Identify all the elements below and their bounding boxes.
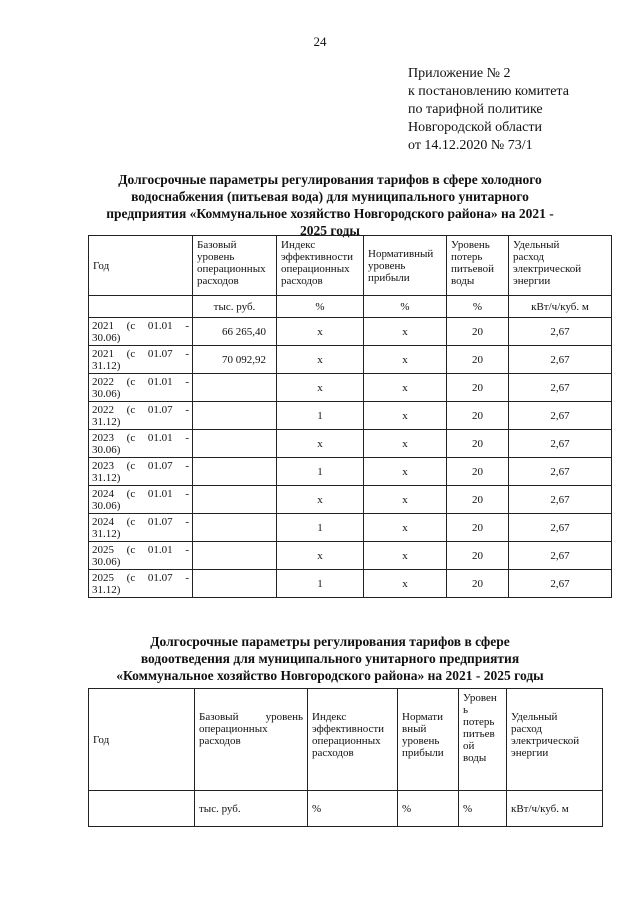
cell-water-losses: 20 xyxy=(447,514,509,542)
appendix-line: Приложение № 2 xyxy=(408,66,511,81)
unit-cell: кВт/ч/куб. м xyxy=(509,296,612,318)
unit-cell: % xyxy=(277,296,364,318)
header-text: расход xyxy=(513,251,544,263)
cell-year xyxy=(89,514,193,542)
header-text: прибыли xyxy=(368,271,410,284)
header-year: Год xyxy=(89,236,193,296)
header-text: воды xyxy=(463,752,487,764)
cell-water-losses: 20 xyxy=(447,374,509,402)
cell-energy-use: 2,67 xyxy=(509,542,612,570)
cell-profit-level: x xyxy=(364,570,447,598)
cell-year xyxy=(89,570,193,598)
cell-base-cost xyxy=(193,486,277,514)
unit-cell: % xyxy=(459,791,507,827)
cell-profit-level: x xyxy=(364,458,447,486)
cell-energy-use: 2,67 xyxy=(509,346,612,374)
unit-cell: % xyxy=(364,296,447,318)
table-row xyxy=(89,374,612,402)
header-energy-use xyxy=(509,236,612,296)
header-text: расход xyxy=(511,723,542,735)
cell-efficiency-index: x xyxy=(277,486,364,514)
cell-energy-use: 2,67 xyxy=(509,318,612,346)
header-text: воды xyxy=(451,275,475,287)
cell-energy-use: 2,67 xyxy=(509,458,612,486)
table-row xyxy=(89,570,612,598)
header-text: ой xyxy=(463,740,475,752)
year-range-end: 30.06) xyxy=(92,387,121,400)
cell-base-cost xyxy=(193,430,277,458)
cell-energy-use: 2,67 xyxy=(509,514,612,542)
cell-base-cost xyxy=(193,570,277,598)
header-text: Удельный xyxy=(511,711,558,723)
header-text: уровень xyxy=(368,259,406,272)
header-text: прибыли xyxy=(402,747,444,759)
header-text: питьев xyxy=(463,728,495,740)
cell-water-losses: 20 xyxy=(447,430,509,458)
cell-year xyxy=(89,430,193,458)
unit-cell: % xyxy=(398,791,459,827)
cell-water-losses: 20 xyxy=(447,458,509,486)
section2-title xyxy=(60,633,600,684)
section2-title-line: водоотведения для муниципального унитарного предприятия xyxy=(140,651,520,666)
cell-year xyxy=(89,318,193,346)
table-row xyxy=(89,514,612,542)
cell-efficiency-index: x xyxy=(277,374,364,402)
table-row xyxy=(89,346,612,374)
cell-profit-level: x xyxy=(364,346,447,374)
cell-water-losses: 20 xyxy=(447,402,509,430)
unit-cell: тыс. руб. xyxy=(193,296,277,318)
year-range: 2022 (с 01.01 - xyxy=(92,375,189,388)
header-text: операционных xyxy=(199,723,268,735)
year-range-end: 31.12) xyxy=(92,359,121,372)
header-efficiency-index xyxy=(308,689,398,791)
appendix-line: от 14.12.2020 № 73/1 xyxy=(408,138,533,153)
header-text: потерь xyxy=(451,251,483,263)
header-text: Уровен xyxy=(463,692,497,704)
appendix-line: Новгородской области xyxy=(408,120,542,135)
header-text: уровень xyxy=(197,251,235,263)
cell-year xyxy=(89,486,193,514)
cell-year xyxy=(89,542,193,570)
header-text: энергии xyxy=(511,747,549,759)
cell-water-losses: 20 xyxy=(447,486,509,514)
header-text: потерь xyxy=(463,716,495,728)
cell-efficiency-index: 1 xyxy=(277,458,364,486)
header-year: Год xyxy=(89,689,195,791)
wastewater-table xyxy=(88,688,603,827)
year-range: 2022 (с 01.07 - xyxy=(92,403,189,416)
header-text: ь xyxy=(463,704,469,716)
cell-energy-use: 2,67 xyxy=(509,486,612,514)
header-text: Базовый уровень xyxy=(199,711,303,723)
table-row xyxy=(89,486,612,514)
cell-base-cost: 66 265,40 xyxy=(193,318,277,346)
header-text: питьевой xyxy=(451,263,494,275)
cell-water-losses: 20 xyxy=(447,318,509,346)
unit-cell: тыс. руб. xyxy=(195,791,308,827)
header-text: электрической xyxy=(513,263,582,275)
header-text: Индекс xyxy=(281,239,316,251)
header-water-losses xyxy=(447,236,509,296)
header-text: Индекс xyxy=(312,711,347,723)
cell-year xyxy=(89,374,193,402)
cell-efficiency-index: 1 xyxy=(277,514,364,542)
cell-base-cost: 70 092,92 xyxy=(193,346,277,374)
unit-cell: % xyxy=(308,791,398,827)
section1-title-line: Долгосрочные параметры регулирования тарифов в сфере холодного xyxy=(118,172,542,187)
header-profit-level xyxy=(364,236,447,296)
header-base-cost xyxy=(195,689,308,791)
year-range: 2024 (с 01.01 - xyxy=(92,487,189,500)
year-range-end: 31.12) xyxy=(92,583,121,596)
header-profit-level xyxy=(398,689,459,791)
appendix-block xyxy=(408,65,569,155)
units-row xyxy=(89,791,603,827)
header-text: операционных xyxy=(197,263,266,275)
page-number: 24 xyxy=(313,34,327,49)
header-text: эффективности xyxy=(312,723,385,735)
unit-cell: кВт/ч/куб. м xyxy=(507,791,603,827)
water-supply-table xyxy=(88,235,612,598)
cell-water-losses: 20 xyxy=(447,542,509,570)
cell-profit-level: x xyxy=(364,318,447,346)
unit-cell xyxy=(89,791,195,827)
year-range-end: 30.06) xyxy=(92,443,121,456)
cell-base-cost xyxy=(193,374,277,402)
cell-profit-level: x xyxy=(364,430,447,458)
section2-title-line: Долгосрочные параметры регулирования тарифов в сфере xyxy=(150,634,510,649)
header-text: Базовый xyxy=(197,239,237,251)
year-range: 2025 (с 01.01 - xyxy=(92,543,189,556)
cell-efficiency-index: x xyxy=(277,430,364,458)
header-base-cost xyxy=(193,236,277,296)
cell-year xyxy=(89,402,193,430)
year-range: 2021 (с 01.01 - xyxy=(92,319,189,332)
header-text: Нормати xyxy=(402,711,443,723)
table-header-row xyxy=(89,236,612,296)
cell-energy-use: 2,67 xyxy=(509,374,612,402)
year-range-end: 31.12) xyxy=(92,415,121,428)
cell-efficiency-index: 1 xyxy=(277,402,364,430)
header-text: Удельный xyxy=(513,239,560,251)
year-range: 2024 (с 01.07 - xyxy=(92,515,189,528)
section1-title xyxy=(60,171,600,239)
year-range: 2023 (с 01.07 - xyxy=(92,459,189,472)
section1-title-line: 2025 годы xyxy=(300,223,360,238)
cell-efficiency-index: x xyxy=(277,542,364,570)
year-range: 2021 (с 01.07 - xyxy=(92,347,189,360)
year-range-end: 31.12) xyxy=(92,471,121,484)
year-range: 2025 (с 01.07 - xyxy=(92,571,189,584)
cell-efficiency-index: x xyxy=(277,318,364,346)
header-text: вный xyxy=(402,723,427,735)
header-text: Уровень xyxy=(451,239,490,251)
header-text: уровень xyxy=(402,735,440,747)
cell-energy-use: 2,67 xyxy=(509,570,612,598)
unit-cell: % xyxy=(447,296,509,318)
header-energy-use xyxy=(507,689,603,791)
table-row xyxy=(89,318,612,346)
cell-profit-level: x xyxy=(364,402,447,430)
cell-year xyxy=(89,458,193,486)
table-row xyxy=(89,402,612,430)
units-row xyxy=(89,296,612,318)
section1-title-line: водоснабжения (питьевая вода) для муниципального унитарного xyxy=(131,189,529,204)
year-range-end: 30.06) xyxy=(92,499,121,512)
table-header-row xyxy=(89,689,603,791)
cell-profit-level: x xyxy=(364,374,447,402)
section2-title-line: «Коммунальное хозяйство Новгородского района» на 2021 - 2025 годы xyxy=(116,668,544,683)
cell-energy-use: 2,67 xyxy=(509,430,612,458)
cell-base-cost xyxy=(193,458,277,486)
year-range-end: 30.06) xyxy=(92,555,121,568)
header-text: расходов xyxy=(199,735,241,747)
table-body xyxy=(89,318,612,598)
header-text: операционных xyxy=(312,735,381,747)
header-text: расходов xyxy=(312,747,354,759)
cell-base-cost xyxy=(193,514,277,542)
cell-year xyxy=(89,346,193,374)
table-row xyxy=(89,458,612,486)
cell-water-losses: 20 xyxy=(447,346,509,374)
section1-title-line: предприятия «Коммунальное хозяйство Новгородского района» на 2021 - xyxy=(106,206,554,221)
cell-profit-level: x xyxy=(364,542,447,570)
header-water-losses xyxy=(459,689,507,791)
header-text: Нормативный xyxy=(368,247,434,260)
header-text: энергии xyxy=(513,275,551,287)
year-range: 2023 (с 01.01 - xyxy=(92,431,189,444)
header-text: расходов xyxy=(197,275,239,287)
year-range-end: 31.12) xyxy=(92,527,121,540)
header-text: операционных xyxy=(281,263,350,275)
header-text: электрической xyxy=(511,735,580,747)
unit-cell xyxy=(89,296,193,318)
table-row xyxy=(89,542,612,570)
appendix-line: к постановлению комитета xyxy=(408,84,569,99)
header-efficiency-index xyxy=(277,236,364,296)
cell-base-cost xyxy=(193,542,277,570)
cell-energy-use: 2,67 xyxy=(509,402,612,430)
cell-profit-level: x xyxy=(364,514,447,542)
cell-efficiency-index: x xyxy=(277,346,364,374)
table-row xyxy=(89,430,612,458)
header-text: расходов xyxy=(281,275,323,287)
cell-base-cost xyxy=(193,402,277,430)
cell-efficiency-index: 1 xyxy=(277,570,364,598)
cell-water-losses: 20 xyxy=(447,570,509,598)
cell-profit-level: x xyxy=(364,486,447,514)
header-text: эффективности xyxy=(281,251,354,263)
year-range-end: 30.06) xyxy=(92,331,121,344)
appendix-line: по тарифной политике xyxy=(408,102,543,117)
